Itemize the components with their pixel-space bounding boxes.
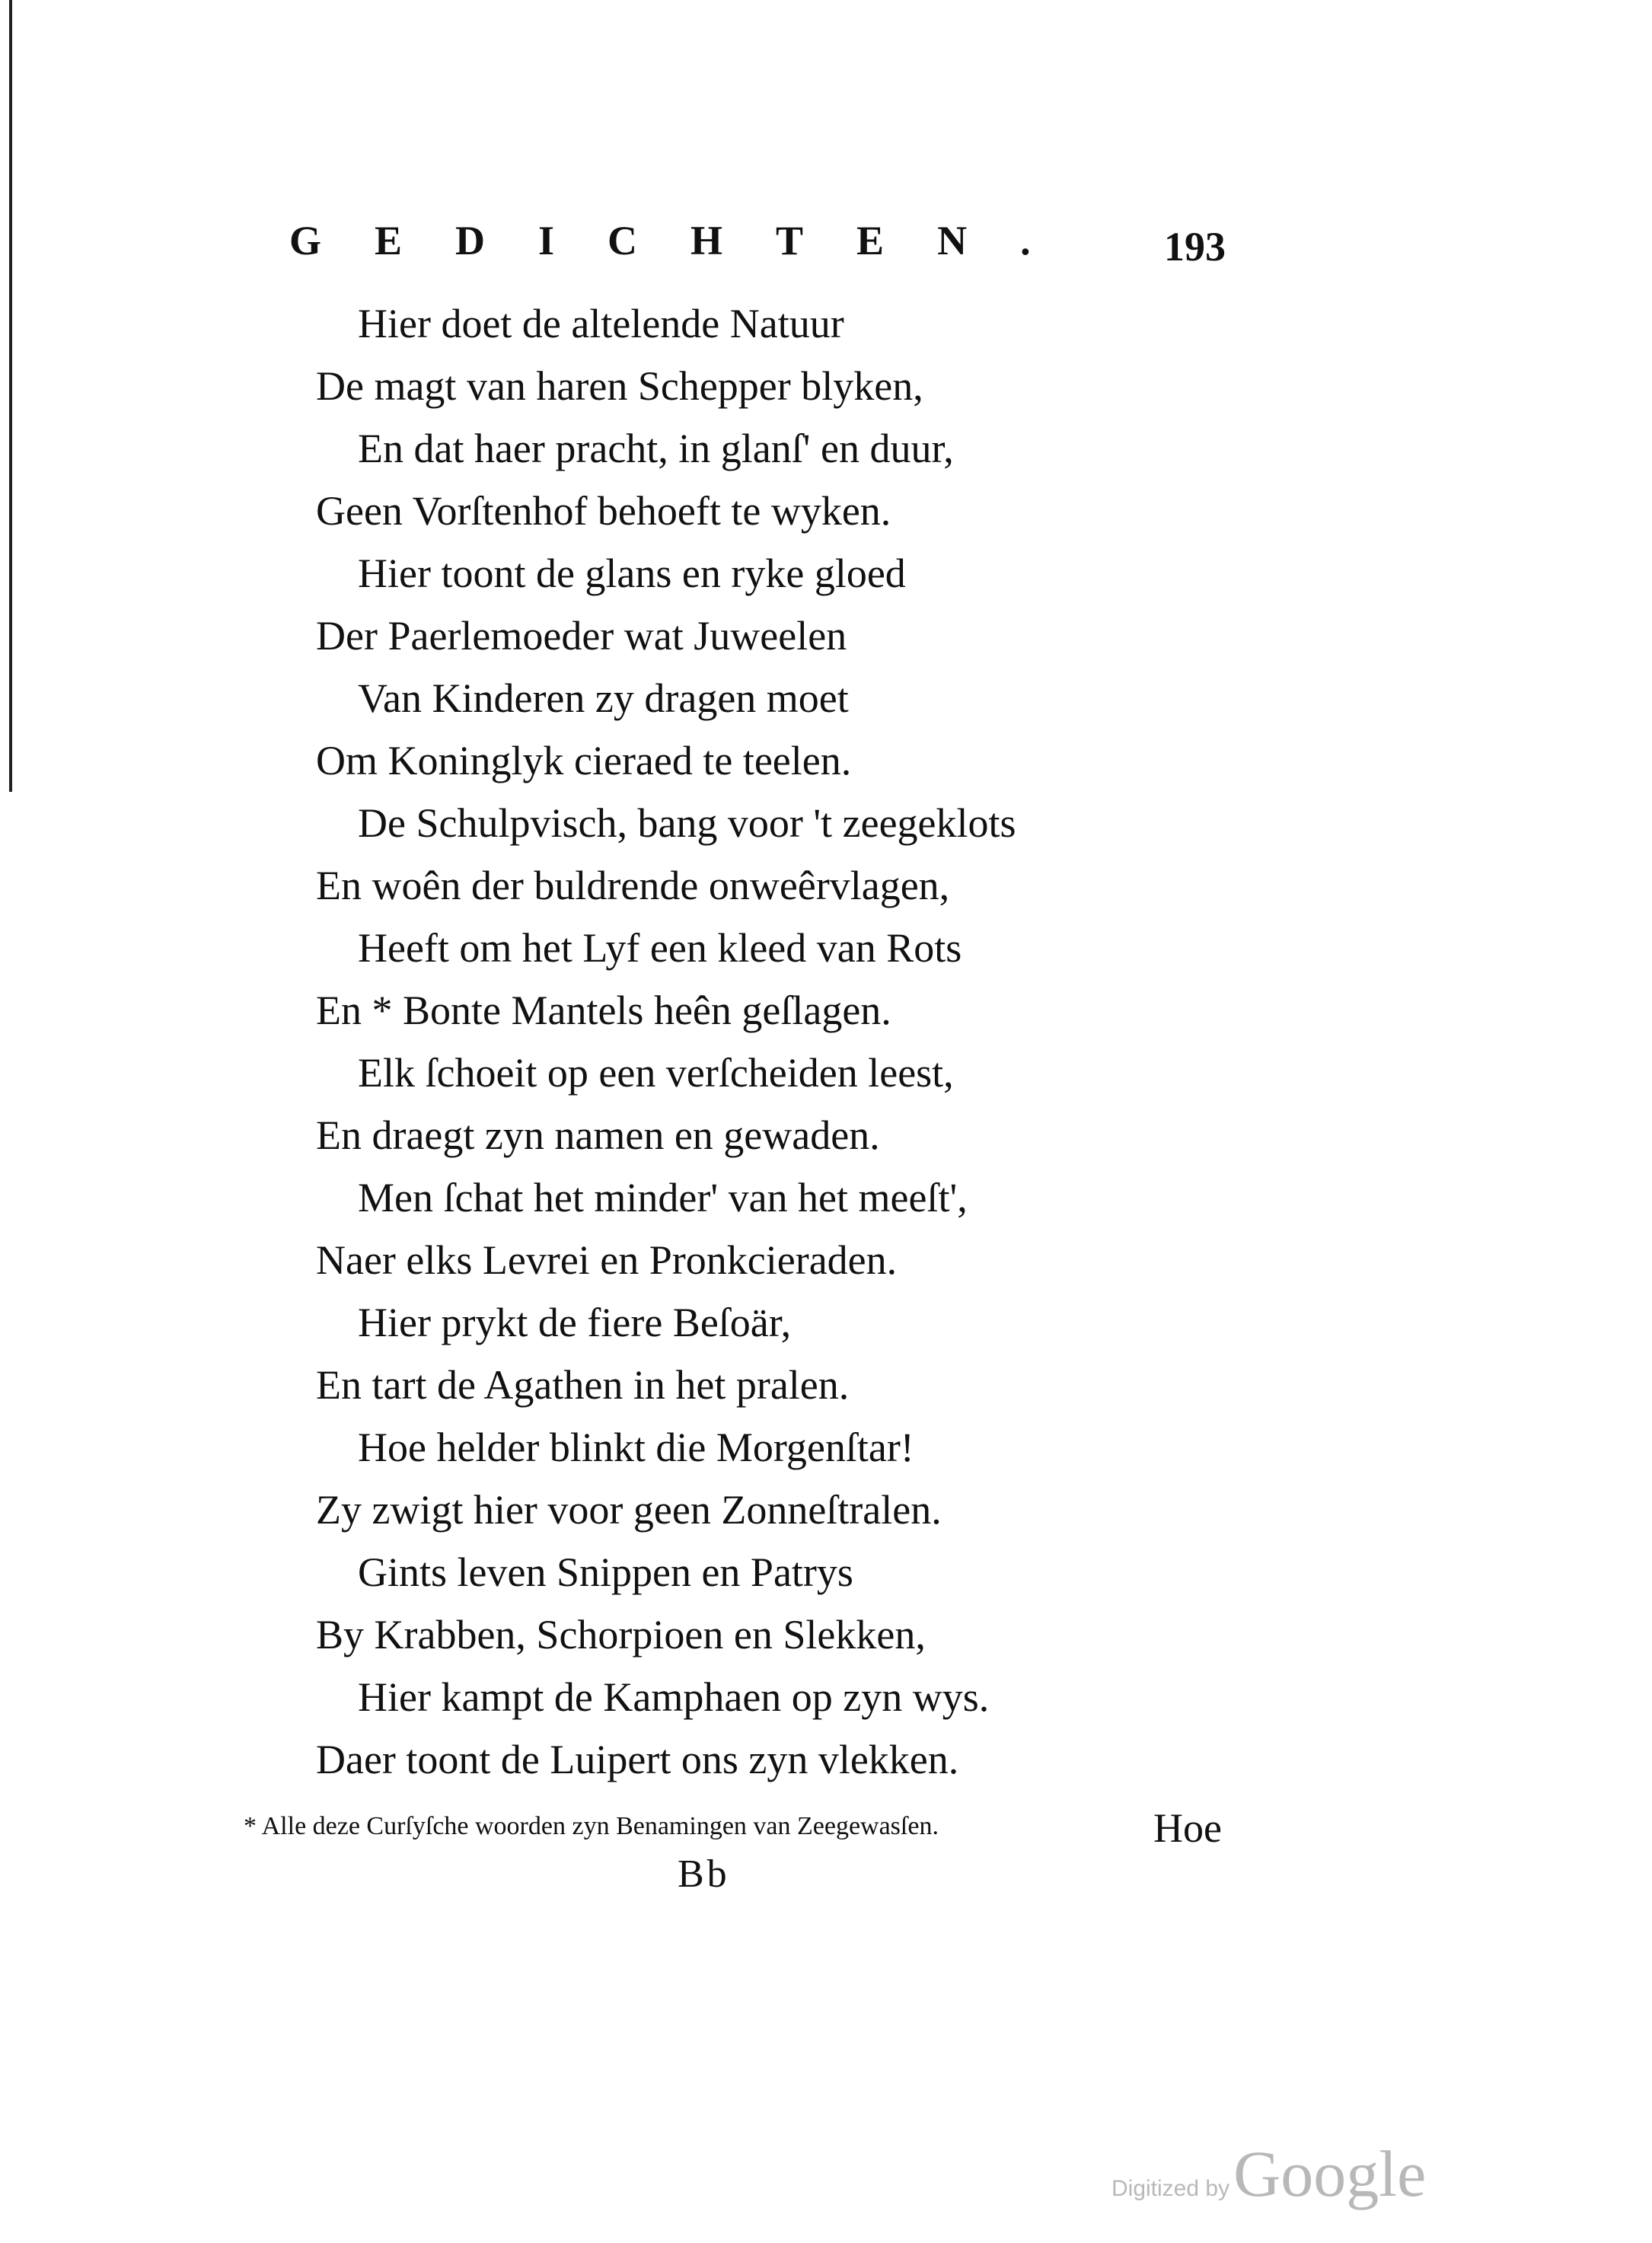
verse-line: Van Kinderen zy dragen moet: [358, 675, 849, 721]
verse-line: Hier prykt de fiere Beſoär,: [358, 1300, 792, 1345]
verse-line: Hier toont de glans en ryke gloed: [358, 550, 906, 596]
signature-mark: Bb: [678, 1852, 730, 1896]
running-header: [289, 217, 1226, 278]
verse-line: En draegt zyn namen en gewaden.: [316, 1112, 880, 1158]
verse-line: En tart de Agathen in het pralen.: [316, 1362, 850, 1408]
page-number: 193: [1164, 224, 1226, 270]
verse-line: Daer toont de Luipert ons zyn vlekken.: [316, 1737, 959, 1782]
verse-line: Heeft om het Lyf een kleed van Rots: [358, 925, 962, 971]
verse-line: Hoe helder blinkt die Morgenſtar!: [358, 1425, 914, 1470]
catchword: Hoe: [1153, 1805, 1222, 1851]
verse-line: Gints leven Snippen en Patrys: [358, 1549, 853, 1595]
verse-line: En * Bonte Mantels heên geſlagen.: [316, 987, 891, 1033]
verse-line: By Krabben, Schorpioen en Slekken,: [316, 1612, 926, 1658]
verse-line: Geen Vorſtenhof behoeft te wyken.: [316, 488, 891, 534]
page-edge: [9, 0, 12, 792]
digitized-watermark: [1111, 2136, 1426, 2212]
watermark-brand: Google: [1233, 2137, 1427, 2210]
verse-line: Zy zwigt hier voor geen Zonneſtralen.: [316, 1487, 942, 1533]
footnote: * Alle deze Curſyſche woorden zyn Benamingen van Zeegewasſen.: [244, 1812, 939, 1840]
verse-line: Hier doet de altelende Natuur: [358, 301, 844, 346]
verse-line: En dat haer pracht, in glanſ' en duur,: [358, 426, 954, 471]
verse-line: De Schulpvisch, bang voor 't zeegeklots: [358, 800, 1016, 846]
verse-line: Hier kampt de Kamphaen op zyn wys.: [358, 1674, 990, 1720]
running-title: GEDICHTEN.: [289, 218, 1084, 263]
verse-line: En woên der buldrende onweêrvlagen,: [316, 863, 950, 908]
verse-line: Naer elks Levrei en Pronkcieraden.: [316, 1237, 898, 1283]
verse-line: Men ſchat het minder' van het meeſt',: [358, 1175, 968, 1220]
verse-line: De magt van haren Schepper blyken,: [316, 363, 923, 409]
verse-line: Om Koninglyk cieraed te teelen.: [316, 738, 852, 783]
verse-line: Elk ſchoeit op een verſcheiden leest,: [358, 1050, 954, 1096]
verse-line: Der Paerlemoeder wat Juweelen: [316, 613, 847, 659]
watermark-prefix: Digitized by: [1111, 2176, 1230, 2201]
